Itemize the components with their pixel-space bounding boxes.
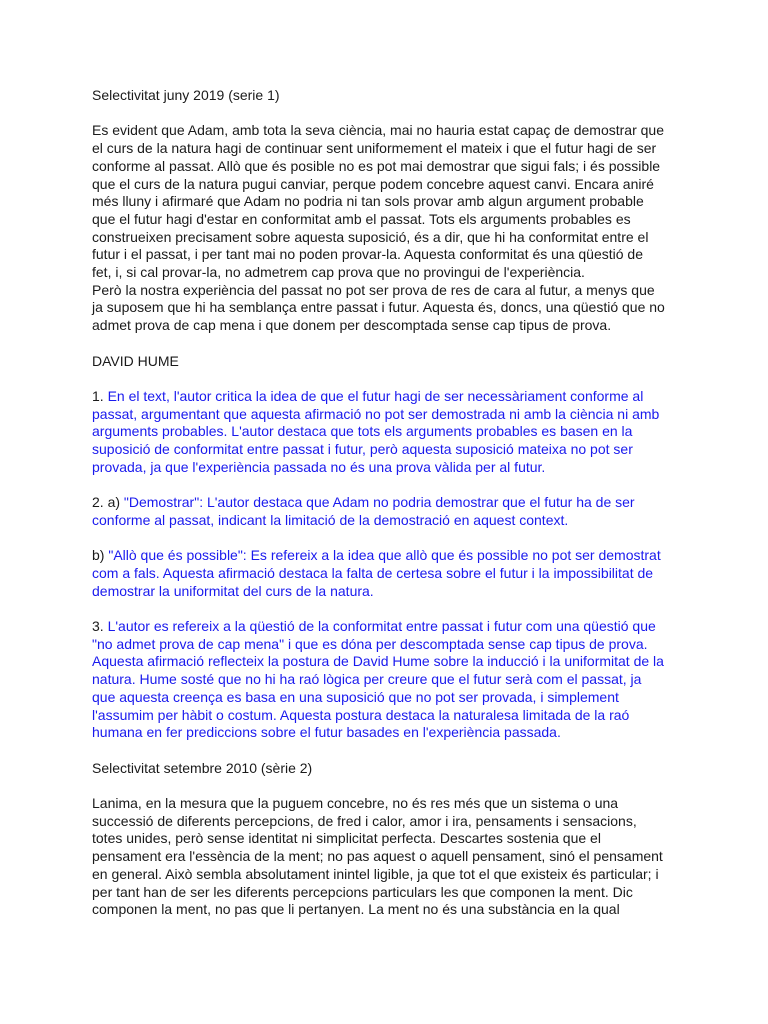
passage-line: Però la nostra experiència del passat no pot ser prova de res de cara al futur, a menys que <box>92 281 655 298</box>
answer-line: "Demostrar": L'autor destaca que Adam no podria demostrar que el futur ha de ser <box>123 494 635 511</box>
answer-line: arguments probables. L'autor destaca que tots els arguments probables es basen en la <box>92 423 633 440</box>
passage-line: més lluny i afirmaré que Adam no podria ni tan sols provar amb algun argument probable <box>92 193 644 210</box>
author-name <box>92 353 682 371</box>
answer-line: L'autor es refereix a la qüestió de la conformitat entre passat i futur com una qüestió que <box>107 618 656 634</box>
answer-line: que aquesta creença es basa en una suposició que no pot ser provada, i simplement <box>92 688 619 705</box>
document-page <box>92 87 682 937</box>
answer-line: Aquesta afirmació reflecteix la postura de David Hume sobre la inducció i la uniformitat de la <box>92 653 664 670</box>
answer-1 <box>92 388 682 477</box>
answer-line: l'assumim per hàbit o costum. Aquesta postura destaca la naturalesa limitada de la raó <box>92 706 630 723</box>
answer-line: conforme al passat, indicant la limitació de la demostració en aquest context. <box>92 511 569 528</box>
answer-line: passat, argumentant que aquesta afirmació no pot ser demostrada ni amb la ciència ni amb <box>92 405 660 422</box>
passage-line: construeixen precisament sobre aquesta suposició, és a dir, que hi ha conformitat entre el <box>92 228 649 245</box>
answer-line: En el text, l'autor critica la idea de que el futur hagi de ser necessàriament conforme al <box>107 387 644 404</box>
heading-text: Selectivitat juny 2019 (serie 1) <box>92 87 280 103</box>
hume-passage-2 <box>92 795 682 919</box>
answer-number: 3. <box>92 618 104 634</box>
answer-line: provada, ja que l'experiència passada no és una prova vàlida per al futur. <box>92 458 546 475</box>
passage-line: Es evident que Adam, amb tota la seva ciència, mai no hauria estat capaç de demostrar que <box>92 122 664 139</box>
passage-line: Lanima, en la mesura que la puguem concebre, no és res més que un sistema o una <box>92 795 619 811</box>
answer-line: "Allò que és possible": Es refereix a la idea que allò que és possible no pot ser demostrat <box>108 547 661 564</box>
passage-line: que el curs de la natura pugui canviar, perque podem concebre aquest canvi. Encara aniré <box>92 175 654 192</box>
passage-line: en general. Això sembla absolutament inintel ligible, ja que tot el que existeix és particular; i <box>92 865 659 882</box>
answer-line: demostrar la uniformitat del curs de la natura. <box>92 582 374 599</box>
passage-line: totes unides, però sense identitat ni simplicitat perfecta. Descartes sostenia que el <box>92 830 601 847</box>
passage-line: conforme al passat. Allò que és posible no es pot mai demostrar que sigui fals; i és possible <box>92 157 661 174</box>
passage-line: componen la ment, no pas que li pertanyen. La ment no és una substància en la qual <box>92 901 620 918</box>
answer-line: com a fals. Aquesta afirmació destaca la falta de certesa sobre el futur i la impossibilitat de <box>92 564 654 581</box>
passage-line: el curs de la natura hagi de continuar sent uniformement el mateix i que el futur hagi de ser <box>92 140 657 157</box>
section1-heading <box>92 87 682 105</box>
passage-line: successió de diferents percepcions, de fred i calor, amor i ira, pensaments i sensacions, <box>92 812 637 829</box>
passage-line: admet prova de cap mena i que donem per descomptada sense cap tipus de prova. <box>92 317 612 334</box>
answer-number: 2. a) <box>92 494 121 511</box>
answer-line: suposició de conformitat entre passat i futur, però aquesta suposició mateixa no pot ser <box>92 441 633 458</box>
answer-number: b) <box>92 547 105 564</box>
answer-line: natura. Hume sosté que no hi ha raó lògica per creure que el futur serà com el passat, ja <box>92 671 642 688</box>
heading-text: Selectivitat setembre 2010 (sèrie 2) <box>92 759 313 776</box>
answer-number: 1. <box>92 387 104 404</box>
answer-2b <box>92 547 682 600</box>
passage-line: pensament era l'essència de la ment; no pas aquest o aquell pensament, sinó el pensament <box>92 848 663 865</box>
answer-2a <box>92 494 682 529</box>
passage-line: per tant han de ser les diferents percepcions particulars les que componen la ment. Dic <box>92 883 633 900</box>
answer-line: humana en fer prediccions sobre el futur basades en l'experiència passada. <box>92 724 561 741</box>
passage-line: que el futur hagi d'estar en conformitat amb el passat. Tots els arguments probables es <box>92 210 631 227</box>
author-text: DAVID HUME <box>92 352 179 369</box>
passage-line: fet, i, si cal provar-la, no admetrem cap prova que no provingui de l'experiència. <box>92 264 585 281</box>
hume-passage <box>92 122 682 334</box>
passage-line: ja suposem que hi ha semblança entre passat i futur. Aquesta és, doncs, una qüestió que no <box>92 299 665 316</box>
passage-line: futur i el passat, i per tant mai no poden provar-la. Aquesta conformitat és una qüestió de <box>92 246 643 263</box>
section2-heading <box>92 760 682 778</box>
answer-line: "no admet prova de cap mena" i que es dóna per descomptada sense cap tipus de prova. <box>92 635 648 652</box>
answer-3 <box>92 618 682 742</box>
